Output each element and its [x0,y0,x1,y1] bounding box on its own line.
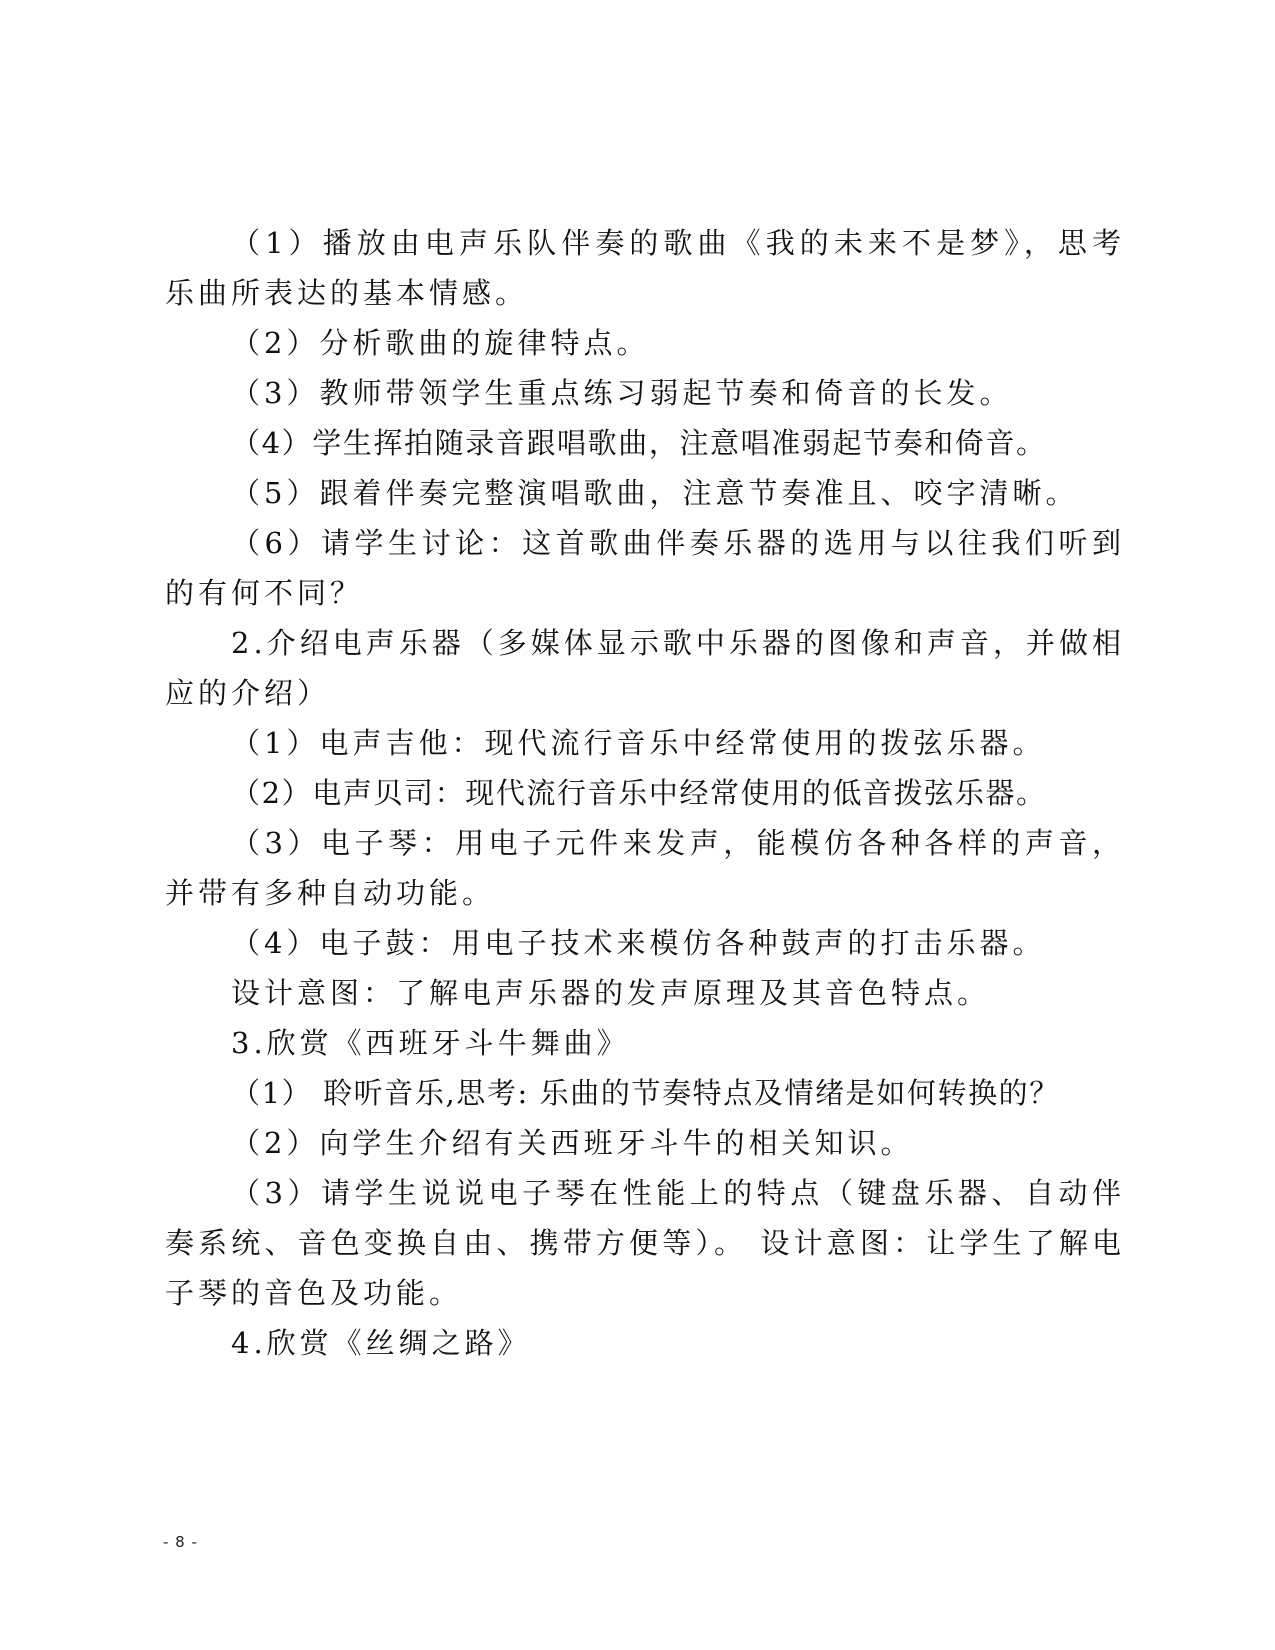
paragraph-electric-bass: （2）电声贝司：现代流行音乐中经常使用的低音拨弦乐器。 [231,776,1047,810]
section-heading-silk-road: 4.欣赏《丝绸之路》 [231,1326,531,1360]
paragraph-listen-think: （1） 聆听音乐,思考: 乐曲的节奏特点及情绪是如何转换的？ [231,1076,1060,1110]
page-number: - 8 - [163,1533,198,1551]
paragraph-song-play: （1）播放由电声乐队伴奏的歌曲《我的未来不是梦》，思考乐曲所表达的基本情感。 [165,226,1125,310]
paragraph-electric-guitar: （1）电声吉他：现代流行音乐中经常使用的拨弦乐器。 [231,726,1046,760]
paragraph-rhythm-practice: （3）教师带领学生重点练习弱起节奏和倚音的长发。 [231,376,1013,410]
paragraph-keyboard-features: （3）请学生说说电子琴在性能上的特点（键盘乐器、自动伴奏系统、音色变换自由、携带方便等）。 设计意图：让学生了解电子琴的音色及功能。 [165,1176,1125,1310]
paragraph-keyboard: （3）电子琴：用电子元件来发声，能模仿各种各样的声音，并带有多种自动功能。 [165,826,1125,910]
paragraph-discussion: （6）请学生讨论：这首歌曲伴奏乐器的选用与以往我们听到的有何不同？ [165,526,1125,610]
paragraph-full-performance: （5）跟着伴奏完整演唱歌曲，注意节奏准且、咬字清晰。 [231,476,1079,510]
paragraph-bullfight-knowledge: （2）向学生介绍有关西班牙斗牛的相关知识。 [231,1126,914,1160]
paragraph-design-intent-1: 设计意图：了解电声乐器的发声原理及其音色特点。 [231,976,991,1010]
paragraph-electronic-drum: （4）电子鼓：用电子技术来模仿各种鼓声的打击乐器。 [231,926,1046,960]
paragraph-melody-analysis: （2）分析歌曲的旋律特点。 [231,326,650,360]
document-body [165,218,1125,1368]
paragraph-sing-along: （4）学生挥拍随录音跟唱歌曲，注意唱准弱起节奏和倚音。 [231,426,1047,460]
section-heading-electric-instruments: 2.介绍电声乐器（多媒体显示歌中乐器的图像和声音，并做相应的介绍） [165,626,1125,710]
section-heading-bullfight-dance: 3.欣赏《西班牙斗牛舞曲》 [231,1026,630,1060]
